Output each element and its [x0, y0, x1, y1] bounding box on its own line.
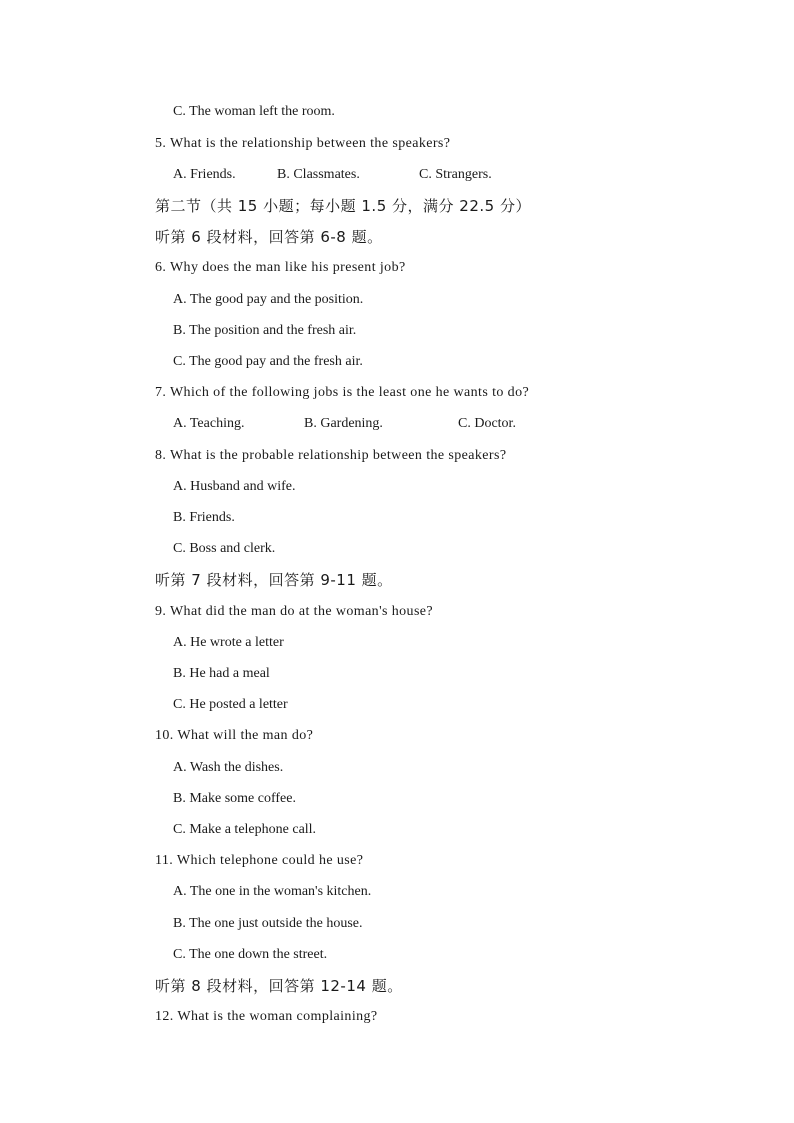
option-c: C. Boss and clerk.	[173, 541, 276, 556]
option-b: B. Gardening.	[304, 416, 383, 431]
option-b: B. Classmates.	[277, 167, 360, 182]
option-a: A. Wash the dishes.	[173, 760, 284, 775]
question-7: 7. Which of the following jobs is the least one he wants to do?	[155, 385, 530, 400]
option-c: C. He posted a letter	[173, 697, 288, 712]
option-b: B. He had a meal	[173, 666, 270, 681]
question-9: 9. What did the man do at the woman's house?	[155, 604, 434, 619]
option-a: A. Teaching.	[173, 416, 245, 431]
listening-material-6: 听第 6 段材料，回答第 6-8 题。	[155, 228, 383, 246]
option-a: A. He wrote a letter	[173, 635, 284, 650]
option-c-q4: C. The woman left the room.	[173, 104, 335, 119]
option-a: A. Friends.	[173, 167, 236, 182]
option-b: B. The one just outside the house.	[173, 916, 363, 931]
question-8: 8. What is the probable relationship between the speakers?	[155, 448, 507, 463]
option-b: B. The position and the fresh air.	[173, 323, 357, 338]
question-11: 11. Which telephone could he use?	[155, 853, 364, 868]
option-c: C. Doctor.	[458, 416, 516, 431]
option-a: A. The good pay and the position.	[173, 292, 364, 307]
option-a: A. The one in the woman's kitchen.	[173, 884, 372, 899]
option-b: B. Friends.	[173, 510, 235, 525]
option-b: B. Make some coffee.	[173, 791, 296, 806]
question-12: 12. What is the woman complaining?	[155, 1009, 378, 1024]
question-5: 5. What is the relationship between the speakers?	[155, 136, 451, 151]
listening-material-8: 听第 8 段材料，回答第 12-14 题。	[155, 977, 403, 995]
listening-material-7: 听第 7 段材料，回答第 9-11 题。	[155, 571, 393, 589]
option-c: C. The good pay and the fresh air.	[173, 354, 363, 369]
question-6: 6. Why does the man like his present job?	[155, 260, 406, 275]
option-c: C. Strangers.	[419, 167, 492, 182]
option-a: A. Husband and wife.	[173, 479, 296, 494]
question-10: 10. What will the man do?	[155, 728, 314, 743]
option-c: C. Make a telephone call.	[173, 822, 317, 837]
section-2-heading: 第二节（共 15 小题；每小题 1.5 分，满分 22.5 分）	[155, 197, 531, 215]
option-c: C. The one down the street.	[173, 947, 328, 962]
